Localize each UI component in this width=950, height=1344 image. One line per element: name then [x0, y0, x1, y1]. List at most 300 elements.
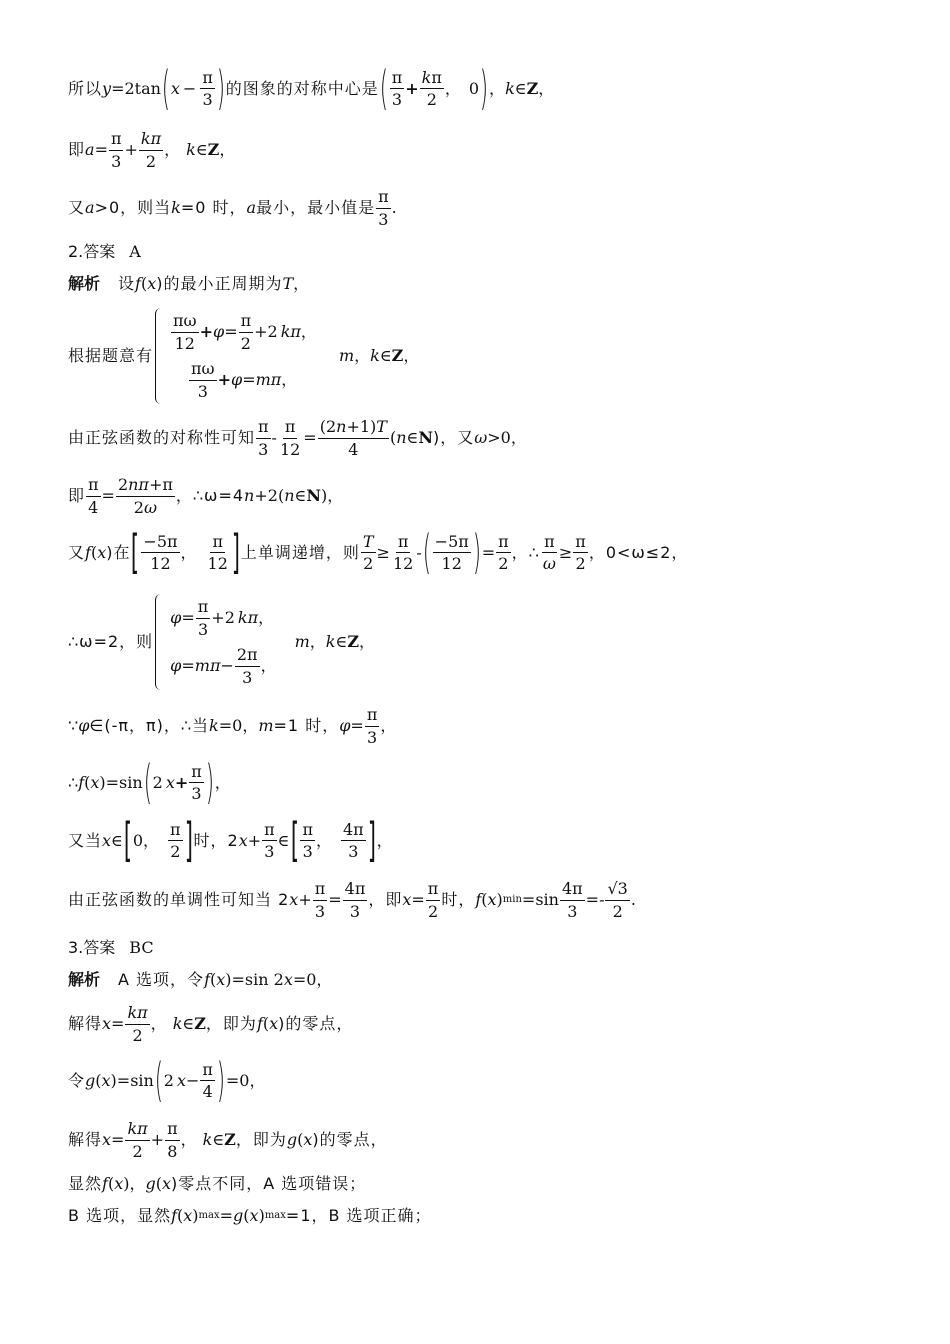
set-n: N — [418, 428, 433, 448]
text: =0 时， — [180, 198, 247, 218]
text: )， — [123, 1174, 146, 1193]
left-bracket: [ — [290, 813, 299, 867]
var-n: n — [396, 428, 407, 448]
set-z: Z — [207, 140, 220, 160]
in-symbol: ∈ — [111, 830, 123, 850]
q2-analysis — [68, 276, 309, 292]
fraction — [116, 476, 175, 516]
var-x: x — [102, 830, 112, 850]
paren: ) — [258, 1206, 265, 1225]
equals: = — [328, 890, 342, 910]
paren: ) — [192, 1206, 199, 1225]
var-a: a — [85, 198, 95, 218]
text: >0， — [487, 428, 527, 448]
comma: ， — [293, 274, 310, 293]
numerator: π — [196, 598, 211, 619]
var-n: n — [336, 417, 347, 436]
var-x: x — [161, 1174, 171, 1193]
denominator: 2 — [363, 554, 374, 574]
numerator: π — [109, 130, 124, 151]
zero: 0 — [468, 78, 480, 98]
denominator: 2 — [498, 554, 509, 574]
var-f: f — [102, 1174, 108, 1193]
fraction — [541, 533, 558, 573]
text: )=sin — [110, 1070, 154, 1090]
set-z: Z — [526, 78, 539, 98]
fraction — [391, 533, 415, 573]
var-x: x — [249, 1206, 259, 1225]
var-k: k — [505, 78, 515, 98]
var-n: n — [244, 486, 255, 506]
subscript-max: max — [264, 1210, 286, 1221]
minus: − — [186, 1070, 200, 1090]
denominator: ω — [542, 554, 556, 574]
text: 即 — [68, 486, 86, 506]
denominator: 4 — [202, 1082, 213, 1102]
term: 2 — [152, 772, 163, 792]
term: +π — [148, 475, 173, 494]
answer-value: A — [129, 242, 141, 261]
plus: + — [124, 140, 138, 160]
text: +2( — [254, 486, 285, 506]
fraction — [86, 476, 101, 516]
set-z: Z — [224, 1130, 236, 1150]
numerator: kπ — [125, 1004, 149, 1025]
var-x: x — [114, 1174, 124, 1193]
denominator — [132, 497, 159, 517]
fraction — [239, 312, 254, 352]
left-brace — [155, 594, 164, 690]
answer-label: 2.答案 — [68, 242, 116, 261]
q2-system-2 — [68, 594, 375, 690]
because: ∵ — [68, 716, 79, 736]
text: 最小，最小值是 — [256, 198, 376, 218]
plus: + — [298, 890, 312, 910]
answer-label: 3.答案 — [68, 938, 116, 957]
fraction — [376, 188, 391, 228]
numerator: π — [496, 533, 511, 554]
left-brace — [155, 308, 164, 404]
fraction — [125, 1120, 149, 1160]
comma: ， — [380, 716, 397, 736]
var-phi: φ — [78, 716, 90, 736]
term: 2 — [133, 497, 144, 517]
var-x: x — [289, 890, 299, 910]
comma: ， — [150, 1014, 167, 1034]
denominator: 3 — [197, 619, 209, 639]
text: 根据题意有 — [68, 346, 154, 365]
paren: ( — [95, 1070, 102, 1090]
var-x: x — [269, 1014, 279, 1034]
denominator: 2 — [132, 1141, 143, 1161]
right-paren: ) — [480, 61, 489, 115]
var-x: x — [402, 890, 412, 910]
term: +2 — [254, 322, 278, 341]
var-a: a — [246, 198, 257, 218]
var-x: x — [303, 1130, 313, 1150]
fraction — [196, 598, 211, 638]
text: 设 — [118, 274, 136, 293]
comma: ， — [359, 632, 376, 651]
equals: = — [219, 1206, 234, 1225]
equation-system — [170, 308, 317, 404]
var-k: k — [325, 632, 336, 651]
numerator: πω — [171, 312, 199, 333]
text: ∴ω=2，则 — [68, 632, 154, 651]
comma: ， — [180, 542, 197, 562]
equals: = — [411, 890, 425, 910]
var-k: k — [186, 140, 196, 160]
var-k: k — [370, 346, 380, 365]
numerator: −5π — [141, 533, 179, 554]
in-symbol: ∈ — [195, 140, 208, 160]
equals: = — [101, 486, 115, 506]
paren: ( — [209, 970, 217, 989]
equals: = — [181, 608, 195, 627]
comma: ， — [180, 1130, 197, 1150]
denominator: 12 — [207, 554, 228, 574]
text: ∈(-π，π)，∴当 — [89, 716, 210, 736]
left-paren: ( — [422, 525, 431, 579]
subscript-min: min — [502, 894, 522, 906]
text: 显然 — [68, 1174, 103, 1193]
var-T: T — [376, 417, 387, 436]
text: 由正弦函数的单调性可知当 2 — [68, 890, 290, 910]
text: =- — [585, 890, 605, 910]
q2-line-8 — [68, 755, 231, 809]
term: +2 — [211, 608, 235, 627]
fraction — [189, 763, 204, 803]
var-g: g — [85, 1070, 96, 1090]
numerator: π — [200, 69, 215, 90]
q2-system-1 — [68, 308, 419, 404]
denominator: 12 — [174, 333, 195, 353]
numerator: π — [573, 533, 588, 554]
equals: = — [481, 542, 496, 562]
comma: ， — [258, 608, 275, 627]
period: . — [391, 198, 397, 218]
var-f: f — [256, 1014, 263, 1034]
denominator: 3 — [348, 842, 359, 862]
paren: ( — [155, 1174, 162, 1193]
in-symbol: ∈ — [379, 346, 392, 365]
denominator: 2 — [132, 1025, 143, 1045]
numerator: π — [239, 312, 254, 333]
q2-line-10 — [68, 880, 636, 920]
denominator: 3 — [366, 727, 378, 747]
var-y: y — [102, 78, 112, 98]
numerator: π — [86, 476, 101, 497]
geq: ≥ — [376, 542, 390, 562]
plus: + — [199, 322, 213, 341]
denominator: 4 — [348, 439, 359, 459]
text: 时，2 — [193, 830, 239, 850]
q2-line-4 — [68, 476, 343, 516]
equation-row — [188, 360, 317, 400]
numerator: π — [262, 821, 277, 842]
q2-line-9 — [68, 813, 393, 867]
fraction — [318, 418, 389, 458]
q3-line-6 — [68, 1208, 432, 1224]
paren: ( — [481, 890, 488, 910]
right-paren: ) — [472, 525, 481, 579]
plus: + — [247, 830, 262, 850]
var-x: x — [97, 542, 107, 562]
right-paren: ) — [216, 61, 225, 115]
text: 时， — [441, 890, 476, 910]
denominator: 3 — [264, 842, 275, 862]
comma: ， — [143, 830, 160, 850]
numerator: π — [189, 763, 204, 784]
var-x: x — [90, 772, 100, 792]
var-x: x — [216, 970, 226, 989]
text: =1，B 选项正确； — [285, 1206, 432, 1225]
fraction — [125, 1004, 149, 1044]
fraction — [361, 533, 376, 573]
var-phi: φ — [212, 322, 225, 341]
term: +1) — [346, 417, 377, 436]
denominator: 3 — [349, 901, 361, 921]
q3-analysis — [68, 972, 332, 988]
equals: = — [224, 322, 238, 341]
text: =2tan — [111, 78, 161, 98]
comma: ， — [214, 772, 231, 792]
period: . — [630, 890, 636, 910]
fraction — [200, 1061, 215, 1101]
analysis-label: 解析 — [68, 274, 101, 293]
denominator: 3 — [242, 667, 253, 687]
set-z: Z — [194, 1014, 206, 1034]
equals: = — [303, 428, 317, 448]
text: )=sin — [99, 772, 143, 792]
right-paren: ) — [216, 1053, 225, 1107]
denominator: 2 — [575, 554, 586, 574]
denominator: 3 — [378, 209, 389, 229]
denominator: 3 — [302, 842, 313, 862]
numerator: kπ — [139, 130, 163, 151]
term: (2 — [319, 417, 337, 436]
text: )在 — [106, 542, 131, 562]
fraction — [256, 418, 271, 458]
denominator: 2 — [170, 842, 181, 862]
var-x: x — [283, 970, 293, 989]
q2-line-3 — [68, 418, 527, 458]
term: kπ — [280, 322, 301, 341]
fraction — [235, 646, 260, 686]
set-n: N — [306, 486, 321, 506]
numerator — [116, 476, 175, 497]
numerator: π — [396, 533, 411, 554]
therefore: ∴ — [68, 772, 79, 792]
var-m: m — [294, 632, 310, 651]
equation-row — [170, 598, 276, 638]
var-k: k — [209, 716, 219, 736]
q2-line-7 — [68, 706, 396, 746]
fraction — [573, 533, 588, 573]
q2-answer-heading — [68, 244, 141, 260]
var-x: x — [101, 1070, 111, 1090]
left-bracket: [ — [131, 525, 140, 579]
paren: ( — [140, 274, 148, 293]
paren: ( — [90, 542, 98, 562]
equals: = — [94, 140, 108, 160]
text: =1 时， — [273, 716, 340, 736]
comma: ， — [315, 830, 332, 850]
minus: - — [271, 428, 277, 448]
var-f: f — [85, 542, 91, 562]
plus: + — [150, 1130, 165, 1150]
geq: ≥ — [558, 542, 573, 562]
var-phi: φ — [230, 370, 243, 389]
comma: ， — [489, 78, 506, 98]
comma: ， — [281, 370, 298, 389]
text: ，∴ω=4 — [175, 486, 245, 506]
plus: + — [405, 78, 419, 98]
text: ，0<ω≤2， — [588, 542, 689, 562]
in-symbol: ∈ — [514, 78, 527, 98]
var-f: f — [204, 970, 210, 989]
subscript-max: max — [198, 1210, 220, 1221]
var-x: x — [487, 890, 497, 910]
text: ，即为 — [235, 1130, 287, 1150]
var-a: a — [85, 140, 95, 160]
answer-value: BC — [129, 938, 154, 957]
denominator: 3 — [202, 90, 213, 110]
in-symbol: ∈ — [294, 486, 307, 506]
var-g: g — [145, 1174, 156, 1193]
var-x: x — [147, 274, 157, 293]
equals: = — [111, 1130, 125, 1150]
var-m: m — [338, 346, 355, 365]
text: )的零点， — [278, 1014, 354, 1034]
text: >0，则当 — [94, 198, 172, 218]
fraction — [365, 706, 380, 746]
comma: ， — [219, 140, 236, 160]
text: =sin — [521, 890, 559, 910]
fraction — [165, 1120, 180, 1160]
numerator: π — [165, 1120, 180, 1141]
term: mπ — [194, 656, 221, 675]
paren: ( — [243, 1206, 250, 1225]
comma: ， — [260, 656, 277, 675]
line-3 — [68, 188, 397, 228]
var-k: k — [421, 67, 432, 87]
var-x: x — [176, 1070, 186, 1090]
zero: 0 — [132, 830, 144, 850]
numerator: π — [376, 188, 391, 209]
equation-system — [170, 594, 276, 690]
denominator: 12 — [441, 554, 462, 574]
fraction — [300, 821, 315, 861]
text: ，即为 — [205, 1014, 257, 1034]
var-g: g — [233, 1206, 244, 1225]
var-x: x — [102, 1014, 112, 1034]
text: 又 — [68, 198, 86, 218]
comma: ， — [376, 830, 393, 850]
text: )的零点， — [312, 1130, 388, 1150]
q3-line-3 — [68, 1053, 266, 1107]
var-x: x — [165, 772, 175, 792]
right-bracket: ] — [231, 525, 240, 579]
text: )=sin 2 — [225, 970, 284, 989]
right-bracket: ] — [367, 813, 376, 867]
text: )零点不同，A 选项错误； — [171, 1174, 367, 1193]
numerator: 4π — [560, 880, 585, 901]
fraction — [200, 69, 215, 109]
q3-line-5 — [68, 1176, 366, 1192]
text: ，即 — [368, 890, 403, 910]
fraction — [420, 69, 444, 109]
denominator: 2 — [427, 901, 439, 921]
in-symbol: ∈ — [335, 632, 348, 651]
var-phi: φ — [170, 656, 182, 675]
var-n: n — [284, 486, 295, 506]
numerator: π — [210, 533, 225, 554]
text: ，∴ — [511, 542, 540, 562]
denominator: 12 — [150, 554, 171, 574]
term: 2 — [117, 475, 129, 494]
var-f: f — [135, 274, 141, 293]
text: B 选项，显然 — [68, 1206, 172, 1225]
equation-row — [170, 312, 317, 352]
q3-line-2 — [68, 1004, 353, 1044]
paren: ( — [297, 1130, 304, 1150]
numerator: π — [283, 418, 298, 439]
numerator: 4π — [343, 880, 368, 901]
left-paren: ( — [154, 1053, 163, 1107]
fraction — [109, 130, 124, 170]
fraction — [313, 880, 328, 920]
equals: = — [111, 1014, 125, 1034]
fraction — [278, 418, 302, 458]
text: 所以 — [68, 78, 103, 98]
numerator: π — [426, 880, 441, 901]
fraction — [433, 533, 471, 573]
var-phi: φ — [339, 716, 351, 736]
numerator: √3 — [605, 880, 629, 901]
denominator: 3 — [314, 901, 326, 921]
denominator: 8 — [167, 1141, 178, 1161]
fraction — [168, 821, 183, 861]
numerator: 2π — [235, 646, 260, 667]
fraction — [171, 312, 199, 352]
numerator: π — [168, 821, 183, 842]
in-symbol: ∈ — [406, 428, 419, 448]
paren: ( — [84, 772, 91, 792]
text: 由正弦函数的对称性可知 — [68, 428, 256, 448]
numerator: π — [200, 1061, 215, 1082]
numerator: π — [313, 880, 328, 901]
denominator: 3 — [111, 151, 122, 171]
fraction — [139, 130, 163, 170]
text: A 选项，令 — [118, 970, 205, 989]
var-T: T — [282, 274, 294, 293]
plus: + — [174, 772, 189, 792]
comma: ， — [309, 632, 326, 651]
denominator: 2 — [612, 901, 623, 921]
fraction — [262, 821, 277, 861]
left-bracket: [ — [123, 813, 132, 867]
fraction — [560, 880, 585, 920]
text: 的图象的对称中心是 — [225, 78, 379, 98]
text: 解得 — [68, 1130, 103, 1150]
equals: = — [242, 370, 256, 389]
right-bracket: ] — [184, 813, 193, 867]
denominator: 2 — [145, 151, 157, 171]
numerator: π — [542, 533, 557, 554]
text: 即 — [68, 140, 86, 160]
comma: ， — [164, 140, 181, 160]
